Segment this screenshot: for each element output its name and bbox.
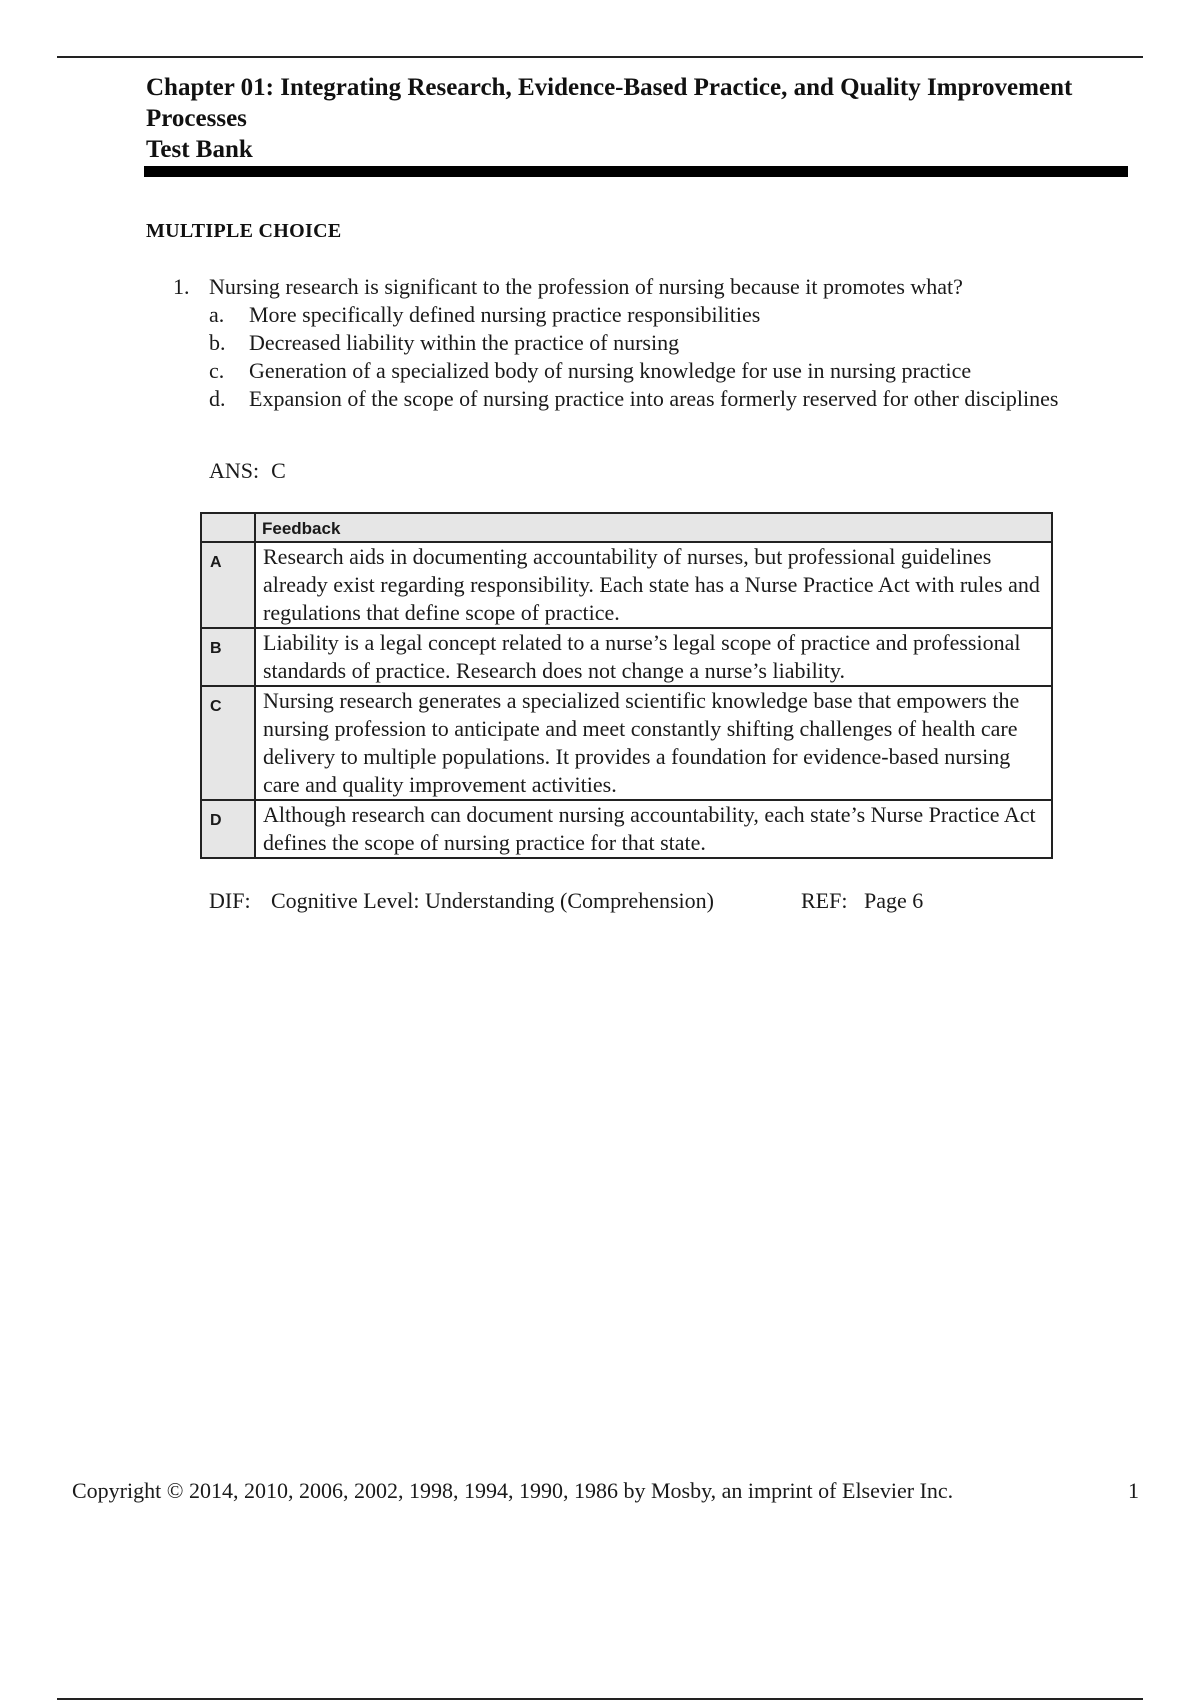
option-text: Decreased liability within the practice of nursing: [249, 330, 680, 355]
dif-label: DIF:: [209, 888, 251, 913]
option-letter: b.: [209, 330, 226, 355]
answer-options: [209, 301, 1069, 413]
option-letter: a.: [209, 302, 225, 327]
option-letter: d.: [209, 386, 226, 411]
question-metadata: [209, 888, 924, 914]
feedback-text: Liability is a legal concept related to a nurse’s legal scope of practice and professional standards of practice. Research does not change a nurse’s liability.: [255, 628, 1052, 686]
chapter-title-line1: Chapter 01: Integrating Research, Evidence-Based Practice, and Quality Improvement: [146, 74, 1073, 101]
option-letter: c.: [209, 358, 225, 383]
feedback-letter: C: [201, 686, 255, 800]
option-c: [209, 357, 1069, 385]
feedback-row-c: [201, 686, 1052, 800]
feedback-row-b: [201, 628, 1052, 686]
option-text: More specifically defined nursing practice responsibilities: [249, 302, 761, 327]
feedback-row-d: [201, 800, 1052, 858]
chapter-header: [146, 72, 1136, 165]
feedback-corner-cell: [201, 513, 255, 542]
dif-value: Cognitive Level: Understanding (Comprehension): [271, 888, 714, 913]
header-divider-bar: [144, 166, 1128, 177]
feedback-table: [200, 512, 1053, 859]
feedback-text: Nursing research generates a specialized scientific knowledge base that empowers the nursing profession to anticipate and meet constantly shifting challenges of health care delivery to multiple populations. It provides a foundation for evidence-based nursing care and quality improvement activities.: [255, 686, 1052, 800]
top-rule: [57, 56, 1143, 58]
feedback-text: Research aids in documenting accountability of nurses, but professional guidelines already exist regarding responsibility. Each state has a Nurse Practice Act with rules and regulations that define scope of practice.: [255, 542, 1052, 628]
answer-line: [209, 458, 286, 484]
test-bank-subtitle: Test Bank: [146, 136, 253, 163]
option-text: Expansion of the scope of nursing practice into areas formerly reserved for other disciplines: [249, 386, 1059, 411]
question-number: 1.: [173, 274, 190, 299]
option-d: [209, 385, 1069, 413]
feedback-header-row: [201, 513, 1052, 542]
ref-group: [801, 888, 923, 914]
feedback-text: Although research can document nursing accountability, each state’s Nurse Practice Act defines the scope of nursing practice for that state.: [255, 800, 1052, 858]
option-text: Generation of a specialized body of nursing knowledge for use in nursing practice: [249, 358, 972, 383]
ref-value: Page 6: [864, 888, 924, 913]
feedback-header: Feedback: [255, 513, 1052, 542]
answer-value: C: [271, 458, 286, 483]
option-b: [209, 329, 1069, 357]
feedback-letter: B: [201, 628, 255, 686]
feedback-row-a: [201, 542, 1052, 628]
feedback-letter: D: [201, 800, 255, 858]
ref-label: REF:: [801, 888, 848, 913]
answer-label: ANS:: [209, 458, 260, 483]
page-number: 1: [1128, 1478, 1139, 1503]
section-heading: MULTIPLE CHOICE: [146, 220, 342, 242]
feedback-letter: A: [201, 542, 255, 628]
copyright-footer: Copyright © 2014, 2010, 2006, 2002, 1998, 1994, 1990, 1986 by Mosby, an imprint of Elsevier Inc.: [72, 1478, 954, 1503]
question-stem: Nursing research is significant to the profession of nursing because it promotes what?: [209, 274, 963, 299]
chapter-title-line2: Processes: [146, 105, 247, 132]
option-a: [209, 301, 1069, 329]
